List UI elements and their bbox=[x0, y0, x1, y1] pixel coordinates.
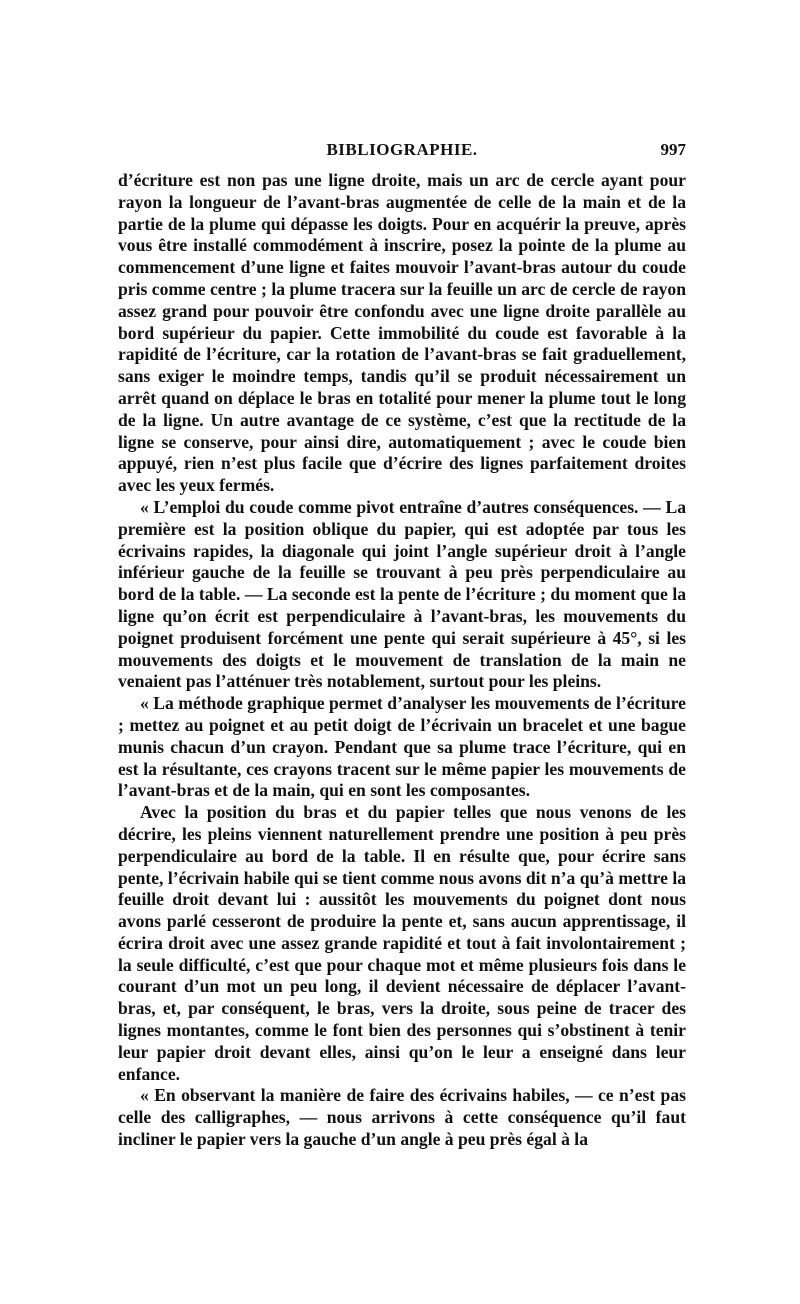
body-text bbox=[118, 170, 686, 1151]
running-head bbox=[118, 140, 686, 162]
page-number: 997 bbox=[660, 140, 686, 159]
paragraph-ecrivains-habiles: « En observant la manière de faire des écrivains habiles, — ce n’est pas celle des calligraphes, — nous arrivons à cette conséquence qu’il faut incliner le papier vers la gauche d’un angle à peu près égal à la bbox=[118, 1085, 686, 1150]
paragraph-position-bras: Avec la position du bras et du papier telles que nous venons de les décrire, les pleins viennent naturellement prendre une position à peu près perpendiculaire au bord de la table. Il en résulte que, pour écrire sans pente, l’écrivain habile qui se tient comme nous avons dit n’a qu’à mettre la feuille droit devant lui : aussitôt les mouvements du poignet dont nous avons parlé cesseront de produire la pente et, sans aucun apprentissage, il écrira droit avec une assez grande rapidité et tout à fait involontairement ; la seule difficulté, c’est que pour chaque mot et même plusieurs fois dans le courant d’un mot un peu long, il devient nécessaire de déplacer l’avant-bras, et, par conséquent, le bras, vers la droite, sous peine de tracer des lignes montantes, comme le font bien des personnes qui s’obstinent à tenir leur papier droit devant elles, ainsi qu’on le leur a enseigné dans leur enfance. bbox=[118, 802, 686, 1084]
paragraph-methode-graphique: « La méthode graphique permet d’analyser les mouvements de l’écriture ; mettez au poignet et au petit doigt de l’écrivain un bracelet et une bague munis chacun d’un crayon. Pendant que sa plume trace l’écriture, qui en est la résultante, ces crayons tracent sur le même papier les mouvements de l’avant-bras et de la main, qui en sont les composantes. bbox=[118, 693, 686, 801]
running-title: BIBLIOGRAPHIE. bbox=[326, 140, 478, 159]
paragraph-coude-pivot: « L’emploi du coude comme pivot entraîne d’autres conséquences. — La première est la position oblique du papier, qui est adoptée par tous les écrivains rapides, la diagonale qui joint l’angle supérieur droit à l’angle inférieur gauche de la feuille se trouvant à peu près perpendiculaire au bord de la table. — La seconde est la pente de l’écriture ; du moment que la ligne qu’on écrit est perpendiculaire à l’avant-bras, les mouvements du poignet produisent forcément une pente qui serait supérieure à 45°, si les mouvements des doigts et le mouvement de translation de la main ne venaient pas l’atténuer très notablement, surtout pour les pleins. bbox=[118, 496, 686, 692]
paragraph-continuation: d’écriture est non pas une ligne droite, mais un arc de cercle ayant pour rayon la longueur de l’avant-bras augmentée de celle de la main et de la partie de la plume qui dépasse les doigts. Pour en acquérir la preuve, après vous être installé commodément à inscrire, posez la pointe de la plume au commencement d’une ligne et faites mouvoir l’avant-bras autour du coude pris comme centre ; la plume tracera sur la feuille un arc de cercle de rayon assez grand pour pouvoir être confondu avec une ligne droite parallèle au bord supérieur du papier. Cette immobilité du coude est favorable à la rapidité de l’écriture, car la rotation de l’avant-bras se fait graduellement, sans exiger le moindre temps, tandis qu’il se produit nécessairement un arrêt quand on déplace le bras en totalité pour mener la plume tout le long de la ligne. Un autre avantage de ce système, c’est que la rectitude de la ligne se conserve, pour ainsi dire, automatiquement ; avec le coude bien appuyé, rien n’est plus facile que d’écrire des lignes parfaitement droites avec les yeux fermés. bbox=[118, 170, 686, 496]
